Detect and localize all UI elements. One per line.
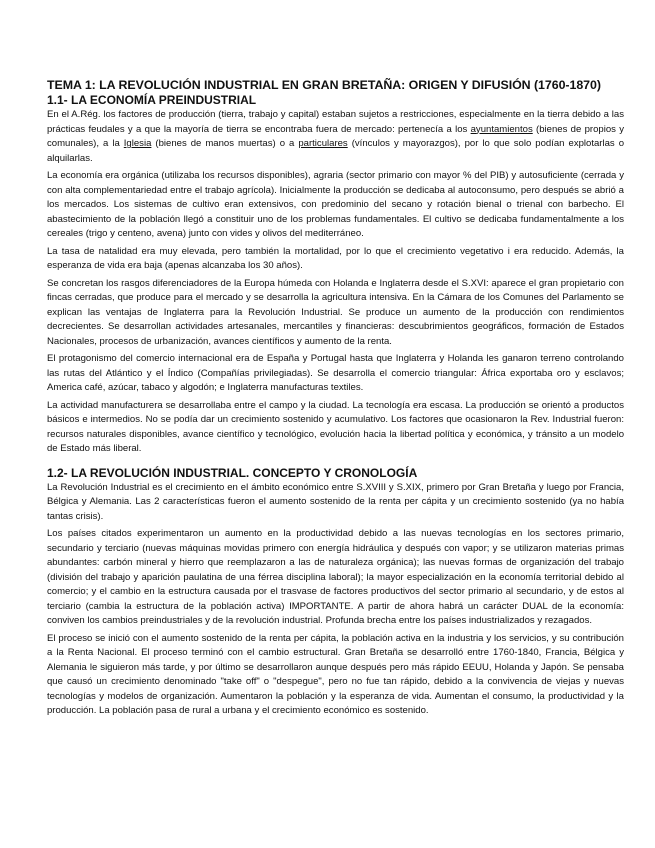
paragraph: La actividad manufacturera se desarrollaba entre el campo y la ciudad. La tecnología era escasa. La producción se orientó a productos básicos e intermedios. No se podía dar un crecimiento sostenido y acumulativo. Los factores que ocasionaron la Rev. Industrial fueron: recursos naturales disponibles, avance científico y tecnológico, evolución hacia la libertad política y económica, y tránsito a un modelo de Estado más liberal. xyxy=(47,399,624,454)
paragraph: La tasa de natalidad era muy elevada, pero también la mortalidad, por lo que el crecimiento vegetativo i era reducido. Además, la esperanza de vida era baja (apenas alcanzaba los 30 años). xyxy=(47,245,624,271)
underlined-term-iglesia: Iglesia xyxy=(123,138,152,149)
paragraph: Se concretan los rasgos diferenciadores de la Europa húmeda con Holanda e Inglaterra desde el S.XVI: aparece el gran propietario con fincas cerradas, que produce para el mercado y se desarrolla la agricultura intensiva. En la Cámara de los Comunes del Parlamento se explican las ventajas de Inglaterra para la Revolución Industrial. Se produce un aumento de la producción con rendimientos decrecientes. Se desarrollan actividades artesanales, mercantiles y financieras: descubrimientos geográficos, formación de Estados Nacionales, procesos de urbanización, avances científicos y aumento de la renta. xyxy=(47,277,624,347)
underlined-term-particulares: particulares xyxy=(298,138,348,149)
paragraph: El proceso se inició con el aumento sostenido de la renta per cápita, la población activa en la industria y los servicios, y su contribución a la Renta Nacional. El proceso terminó con el cambio estructural. Gran Bretaña se desarrolló entre 1760-1840, Francia, Bélgica y Alemania le siguieron más tarde, y por último se desarrollaron aunque después pero más rápido EEUU, Holanda y Japón. Se pensaba que causó un crecimiento denominado "take off" o "despegue", pero no fue tan rápido, debido a la convivencia de viejas y nuevas tecnologías y modelos de organización. Aumentaron la población y la esperanza de vida. Aumentan el consumo, la productividad y la producción. La población pasa de rural a urbana y el crecimiento económico es sostenido. xyxy=(47,632,624,716)
paragraph: En el A.Rég. los factores de producción (tierra, trabajo y capital) estaban sujetos a restricciones, especialmente en la tierra debido a las prácticas feudales y a que la mayoría de tierra se encontraba fuera de mercado: pertenecía a los ayuntamientos (bienes de propios y comunales), a la Iglesia (bienes de manos muertas) o a particulares (vínculos y mayorazgos), por lo que solo podían explotarlas o alquilarlas. xyxy=(47,109,624,164)
paragraph: Los países citados experimentaron un aumento en la productividad debido a las nuevas tecnologías en los sectores primario, secundario y terciario (nuevas máquinas movidas primero con energía hidráulica y después con vapor; y se utilizaron materias primas abundantes: carbón mineral y hierro que reemplazaron a las de naturaleza orgánica); las nuevas formas de organización del trabajo (división del trabajo y aparición paulatina de una férrea disciplina laboral); la mayor especialización en la economía territorial debido al comercio; y el cambio en la estructura causada por el trasvase de factores productivos del sector primario al secundario, y de estos al terciario (cambia la estructura de la población activa) IMPORTANTE. A partir de ahora habrá un carácter DUAL de la economía: conviven los cambios preindustriales y de la revolución industrial. Profunda brecha entre los países industrializados y rezagados. xyxy=(47,528,624,626)
document-title: TEMA 1: LA REVOLUCIÓN INDUSTRIAL EN GRAN BRETAÑA: ORIGEN Y DIFUSIÓN (1760-1870) xyxy=(47,78,601,92)
section-heading-preindustrial: 1.1- LA ECONOMÍA PREINDUSTRIAL xyxy=(47,93,257,107)
paragraph: La Revolución Industrial es el crecimiento en el ámbito económico entre S.XVIII y S.XIX, primero por Gran Bretaña y luego por Francia, Bélgica y Alemania. Las 2 características fueron el aumento sostenido de la renta per cápita y un crecimiento sostenido (ya no había tantas crisis). xyxy=(47,481,624,522)
document-page xyxy=(47,78,624,719)
underlined-term-ayuntamientos: ayuntamientos xyxy=(470,123,533,135)
paragraph: El protagonismo del comercio internacional era de España y Portugal hasta que Inglaterra y Holanda les ganaron terreno controlando las rutas del Atlántico y el Índico (Compañías privilegiadas). Se desarrolla el comercio triangular: África exportaba oro y esclavos; America café, azúcar, tabaco y algodón; e Inglaterra manufacturas textiles. xyxy=(47,353,624,393)
section-heading-revolucion: 1.2- LA REVOLUCIÓN INDUSTRIAL. CONCEPTO Y CRONOLOGÍA xyxy=(47,465,418,480)
paragraph: La economía era orgánica (utilizaba los recursos disponibles), agraria (sector primario con mayor % del PIB) y autosuficiente (cerrada y con alta complementariedad entre el trabajo agrícola). Inicialmente la producción se dedicaba al autoconsumo, pero después se abrió a los mercados. Los sistemas de cultivo eran extensivos, con predominio del secano y rotación bienal o trienal con barbecho. El abastecimiento de la población llegó a constituir uno de los problemas fundamentales. El cultivo se dedicaba fundamentalmente a los cereales (trigo y centeno, avena) junto con vides y olivos del mediterráneo. xyxy=(47,170,624,239)
